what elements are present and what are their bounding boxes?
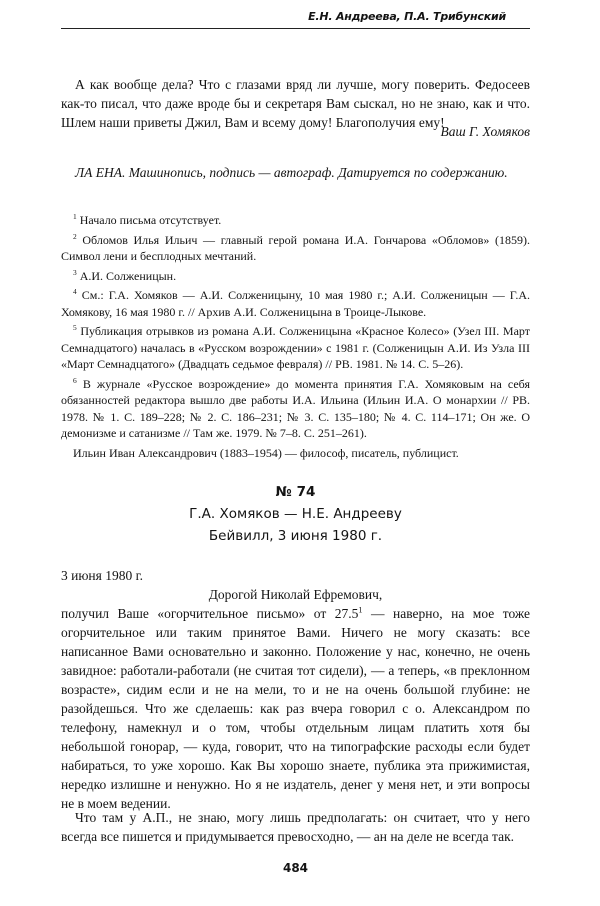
footnotes	[61, 212, 530, 464]
archive-note: ЛА ЕНА. Машинопись, подпись — автограф. Датируется по содержанию.	[75, 165, 508, 180]
footnote-1: $^1$ Начало письма отсутствует.	[73, 212, 222, 227]
footnote-5: $^5$ Публикация отрывков из романа А.И. Солженицына «Красное Колесо» (Узел III. Март Семнадцатого) началась в «Русском возрождении» с 1981 г. (Солженицын А.И. Из Узла III «Март Семнадцатого» (Двадцать седьмое февраля) // РВ. 1981. № 14. С. 5–26).	[61, 323, 530, 371]
footnote-3: $^3$ А.И. Солженицын.	[73, 267, 177, 283]
page-number: 484	[282, 861, 309, 875]
footnote-2: $^2$ Обломов Илья Ильич — главный герой романа И.А. Гончарова «Обломов» (1859). Символ лени и бесплодных мечтаний.	[61, 231, 531, 263]
letter-paragraph-1: получил Ваше «огорчительное письмо» от 27.5$^1$ — наверно, на мое тоже огорчительное или таким принятое Вами. Ничего не могу сказать: все написанное Вами основательно и законно. Положение у нас, конечно, не очень завидное: работали-работали (не считая тот сидели), — а теперь, «в преклонном возрасте», сидим если и не на мели, то и не на очень большой глубине: не разойдешься. Что же сделаешь: как раз вчера говорил с о. Александром по телефону, намекнул и о том, чтобы отдельным лицам платить хотя бы небольшой гонорар, — куда, говорит, что на типографские расходы если будет набираться, то уже хорошо. Как Вы хорошо знаете, публика эта прижимистая, нередко излишне и ненужно. Но я не издатель, денег у меня нет, и эти вопросы не в моем ведении.	[61, 605, 530, 811]
footnote-6: $^6$ В журнале «Русское возрождение» до момента принятия Г.А. Хомяковым на себя обязанностей редактора вышло две работы И.А. Ильина (Ильин И.А. О монархии // РВ. 1978. № 1. С. 189–228; № 2. С. 186–231; № 3. С. 135–180; № 4. С. 114–171; Он же. О демонизме и сатанизме // Там же. 1979. № 7–8. С. 251–261).	[61, 375, 530, 440]
letter-closing-paragraph: А как вообще дела? Что с глазами вряд ли лучше, могу поверить. Федосеев как-то писал, что даже вроде бы и секретаря Вам сыскал, но не знаю, как и что. Шлем наши приветы Джил, Вам и всему дому! Благополучия ему!	[61, 77, 530, 130]
running-header: Е.Н. Андреева, П.А. Трибунский	[308, 10, 506, 23]
document-parties: Г.А. Хомяков — Н.Е. Андрееву	[189, 506, 402, 522]
letter-signature: Ваш Г. Хомяков	[440, 124, 530, 139]
header-rule	[61, 28, 530, 29]
document-place-date: Бейвилл, 3 июня 1980 г.	[208, 528, 383, 544]
document-number: № 74	[275, 484, 316, 500]
footnote-4: $^4$ См.: Г.А. Хомяков — А.И. Солженицыну, 10 мая 1980 г.; А.И. Солженицын — Г.А. Хомякову, 16 мая 1980 г. // Архив А.И. Солженицына в Троице-Лыкове.	[61, 287, 531, 319]
letter-salutation: Дорогой Николай Ефремович,	[208, 587, 383, 602]
letter-date: 3 июня 1980 г.	[61, 568, 144, 583]
footnote-6-continuation: Ильин Иван Александрович (1883–1954) — философ, писатель, публицист.	[73, 445, 459, 460]
letter-paragraph-2: Что там у А.П., не знаю, могу лишь предполагать: он считает, что у него всегда все пишется и придумывается превосходно, — ан на деле не всегда так.	[61, 810, 530, 844]
